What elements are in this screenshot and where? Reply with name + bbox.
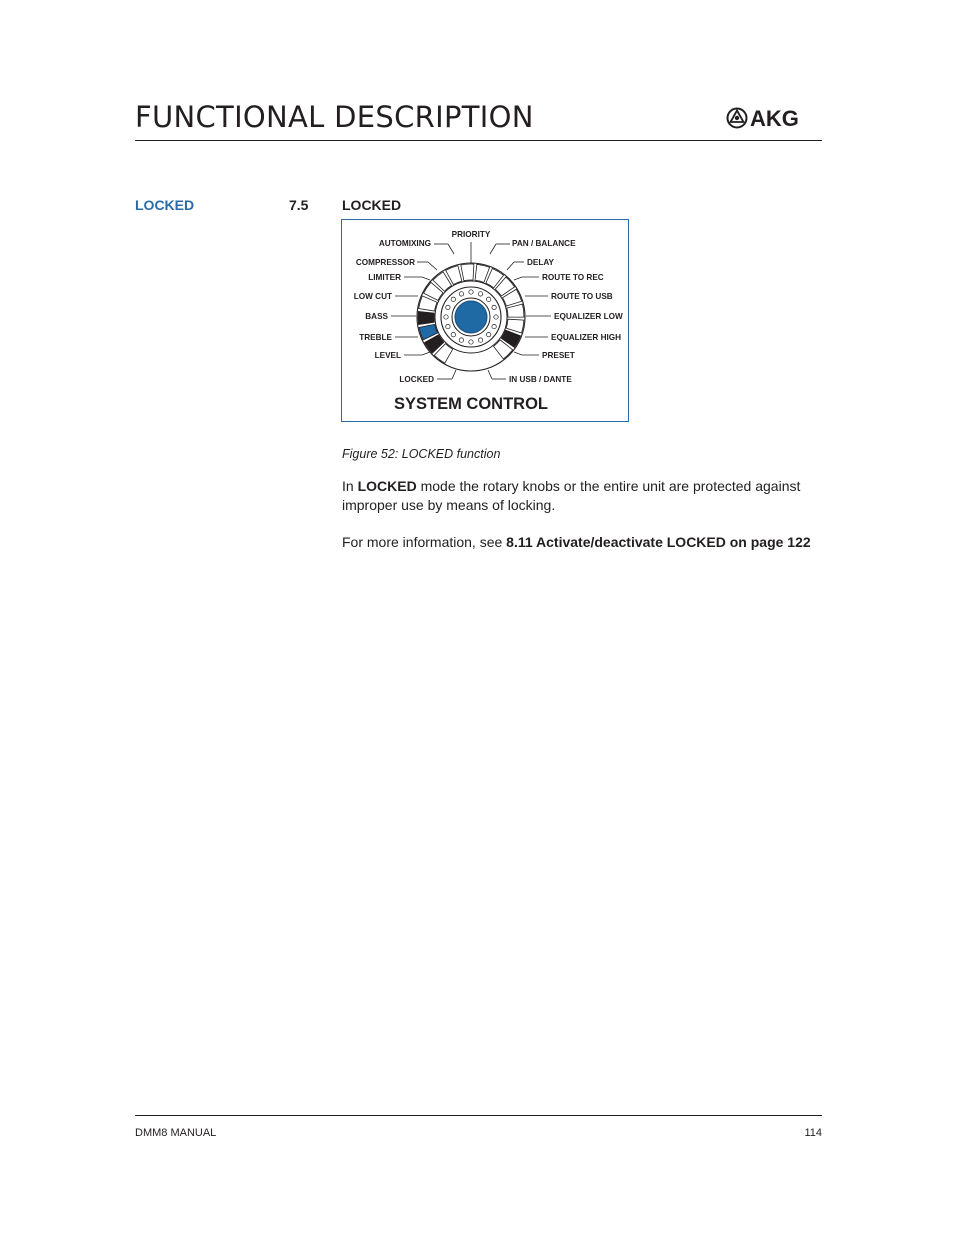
label-level: LEVEL	[374, 351, 401, 360]
footer-manual-name: DMM8 MANUAL	[135, 1127, 217, 1139]
paragraph-locked-description: In LOCKED mode the rotary knobs or the entire unit are protected against improper use by means of locking.	[342, 478, 801, 513]
label-limiter: LIMITER	[368, 273, 401, 282]
knob-dot	[446, 324, 450, 328]
label-automixing: AUTOMIXING	[378, 239, 431, 248]
label-locked: LOCKED	[399, 375, 434, 384]
header-rule	[135, 140, 822, 141]
knob-dot	[444, 315, 448, 319]
system-control-title: SYSTEM CONTROL	[393, 395, 549, 413]
label-pan-balance: PAN / BALANCE	[512, 239, 576, 248]
section-number: 7.5	[289, 197, 309, 213]
system-control-diagram	[342, 220, 628, 421]
page-number: 114	[804, 1127, 822, 1139]
figure-caption: Figure 52: LOCKED function	[342, 447, 501, 461]
page-header-title: FUNCTIONAL DESCRIPTION	[135, 100, 534, 134]
label-delay: DELAY	[527, 258, 554, 267]
svg-text:AKG: AKG	[750, 107, 799, 129]
akg-logo	[726, 107, 824, 134]
label-equalizer-high: EQUALIZER HIGH	[551, 333, 622, 342]
paragraph-more-info: For more information, see 8.11 Activate/deactivate LOCKED on page 122	[342, 534, 811, 550]
dial-segment	[418, 311, 434, 324]
label-preset: PRESET	[542, 351, 575, 360]
label-equalizer-low: EQUALIZER LOW	[554, 312, 623, 321]
knob-dot	[459, 292, 463, 296]
label-route-to-usb: ROUTE TO USB	[551, 292, 613, 301]
knob-dot	[492, 305, 496, 309]
knob-dot	[469, 340, 473, 344]
bold-locked: LOCKED	[357, 478, 417, 494]
knob-dot	[486, 332, 490, 336]
section-title: LOCKED	[342, 197, 402, 213]
footer-rule	[135, 1115, 822, 1116]
knob-dot	[451, 297, 455, 301]
knob-dot	[494, 315, 498, 319]
cross-reference[interactable]: 8.11 Activate/deactivate LOCKED on page 122	[506, 534, 811, 550]
knob-dot	[459, 338, 463, 342]
side-heading-locked: LOCKED	[135, 197, 195, 213]
knob-dot	[451, 332, 455, 336]
label-route-to-rec: ROUTE TO REC	[542, 273, 604, 282]
rotary-knob	[455, 301, 487, 333]
label-treble: TREBLE	[359, 333, 392, 342]
label-bass: BASS	[365, 312, 388, 321]
system-control-figure	[341, 219, 629, 422]
label-low-cut: LOW CUT	[353, 292, 392, 301]
label-priority: PRIORITY	[451, 230, 491, 239]
label-compressor: COMPRESSOR	[355, 258, 415, 267]
knob-dot	[486, 297, 490, 301]
knob-dot	[492, 324, 496, 328]
knob-dot	[446, 305, 450, 309]
label-in-usb-dante: IN USB / DANTE	[509, 375, 572, 384]
knob-dot	[478, 338, 482, 342]
knob-dot	[478, 292, 482, 296]
knob-dot	[469, 290, 473, 294]
